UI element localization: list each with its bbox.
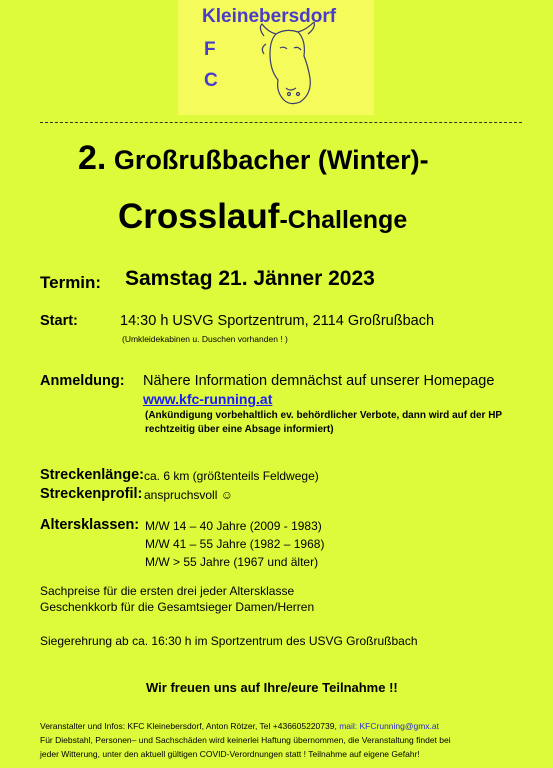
preise-line-1: Sachpreise für die ersten drei jeder Altersklasse [40, 584, 295, 598]
streckenprofil-label: Streckenprofil: [40, 486, 143, 502]
streckenlaenge-label: Streckenlänge: [40, 467, 144, 483]
divider [40, 122, 522, 123]
title-challenge: -Challenge [279, 206, 408, 234]
preise-line-2: Geschenkkorb für die Gesamtsieger Damen/Herren [40, 600, 315, 614]
title-number: 2. [78, 139, 107, 177]
footer-mail[interactable]: mail: KFCrunning@gmx.at [339, 721, 440, 731]
footer-organizer [40, 720, 439, 733]
start-note: (Umkleidekabinen u. Duschen vorhanden ! ) [122, 334, 288, 344]
logo [178, 0, 374, 115]
termin-label: Termin: [40, 273, 102, 292]
termin-value: Samstag 21. Jänner 2023 [125, 267, 375, 290]
start-value: 14:30 h USVG Sportzentrum, 2114 Großrußbach [120, 313, 435, 329]
altersklasse-item: M/W 41 – 55 Jahre (1982 – 1968) [145, 537, 325, 551]
title-crosslauf: Crosslauf [118, 197, 280, 236]
altersklasse-item: M/W 14 – 40 Jahre (2009 - 1983) [145, 519, 322, 533]
start-label: Start: [40, 313, 78, 329]
footer-organizer-text: Veranstalter und Infos: KFC Kleinebersdorf, Anton Rötzer, Tel +436605220739, [40, 721, 340, 731]
streckenprofil-value: anspruchsvoll ☺ [144, 488, 233, 502]
logo-letter-f: F [204, 39, 216, 60]
streckenlaenge-value: ca. 6 km (größtenteils Feldwege) [144, 469, 319, 483]
siegerehrung: Siegerehrung ab ca. 16:30 h im Sportzentrum des USVG Großrußbach [40, 634, 418, 648]
logo-letter-c: C [204, 70, 218, 91]
logo-club-name: Kleinebersdorf [202, 6, 337, 27]
footer-disclaimer-2: jeder Witterung, unter den aktuell gültigen COVID-Verordnungen statt ! Teilnahme auf eigene Gefahr! [40, 749, 420, 759]
altersklassen-label: Altersklassen: [40, 517, 140, 533]
homepage-link[interactable]: www.kfc-running.at [143, 391, 273, 407]
anmeldung-label: Anmeldung: [40, 373, 125, 389]
anmeldung-value: Nähere Information demnächst auf unserer Homepage [143, 373, 495, 389]
title-line-2 [118, 197, 407, 237]
title-line-1 [78, 139, 429, 178]
altersklasse-item: M/W > 55 Jahre (1967 und älter) [145, 555, 319, 569]
anmeldung-note-1: (Ankündigung vorbehaltlich ev. behördlicher Verbote, dann wird auf der HP [145, 410, 503, 421]
greeting: Wir freuen uns auf Ihre/eure Teilnahme !! [146, 680, 398, 695]
anmeldung-note-2: rechtzeitig über eine Absage informiert) [145, 424, 334, 435]
title-name: Großrußbacher (Winter)- [113, 145, 429, 175]
bull-head-icon [256, 22, 318, 108]
footer-disclaimer-1: Für Diebstahl, Personen– und Sachschäden wird keinerlei Haftung übernommen, die Veranstaltung findet bei [40, 735, 451, 745]
